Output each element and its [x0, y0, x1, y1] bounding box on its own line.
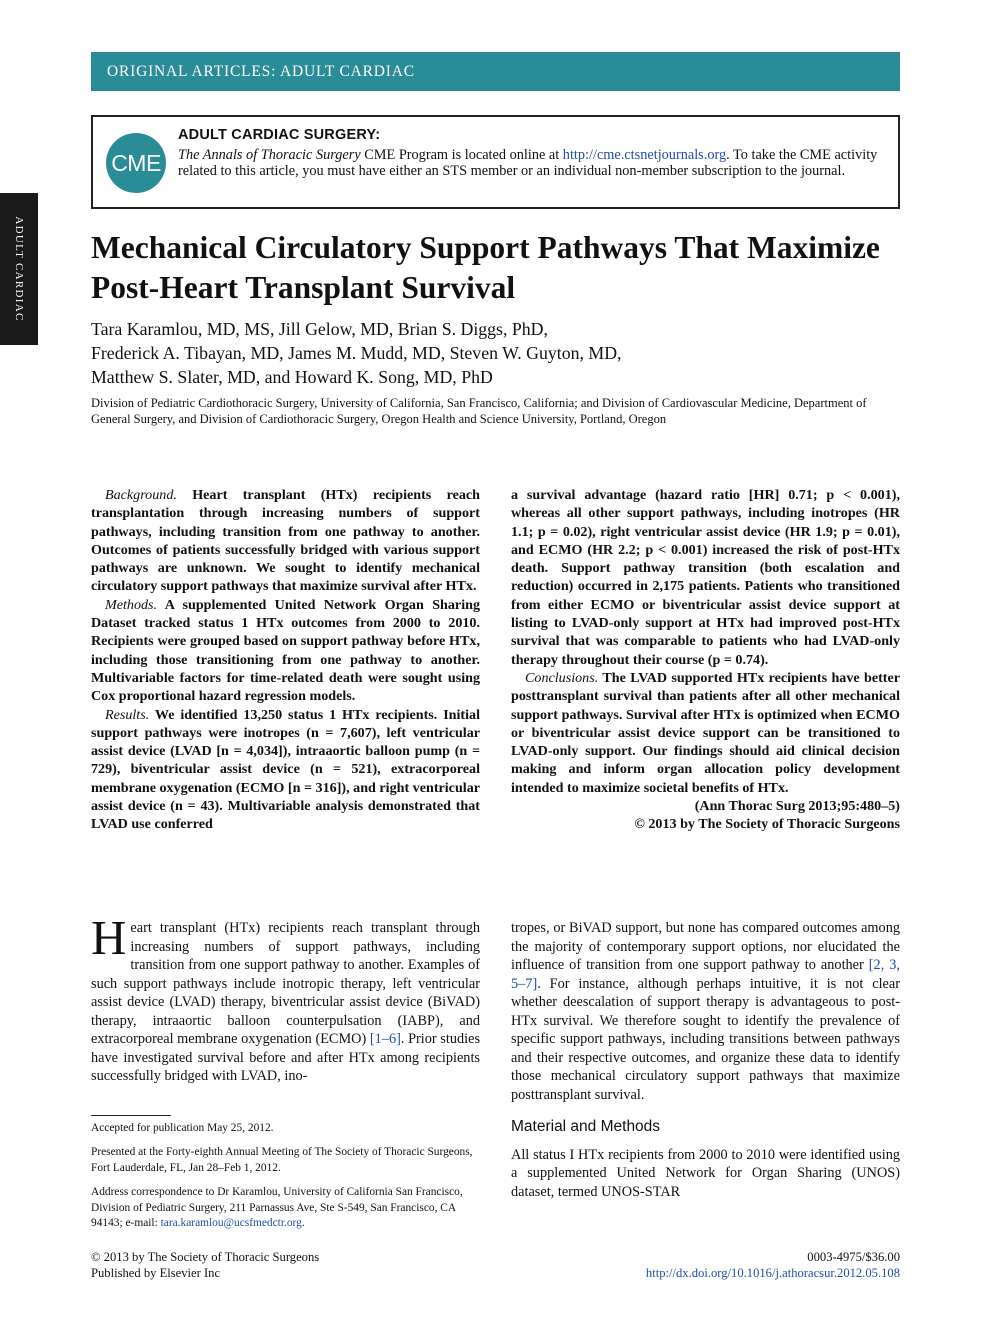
cme-link[interactable]: http://cme.ctsnetjournals.org — [562, 147, 727, 163]
cme-notice — [91, 115, 900, 209]
results-text: We identified 13,250 status 1 HTx recipients. Initial support pathways were inotropes (n = 7,607), left ventricular assist device (LVAD [n = 4,034]), intraaortic balloon pump (n = 729), biventricular assist device (n = 521), extracorporeal membrane oxygenation (ECMO [n = 316]), and right ventricular assist device (n = 43). Multivariable analysis demonstrated that LVAD use conferred — [91, 706, 480, 833]
intro-paragraph-cont — [511, 919, 900, 1104]
email-link[interactable]: tara.karamlou@ucsfmedctr.org — [160, 1217, 302, 1230]
footnote-accepted: Accepted for publication May 25, 2012. — [91, 1122, 274, 1134]
intro-cont-text-end: . For instance, although perhaps intuitive, it is not clear whether deescalation of support therapy is advantageous to post-HTx survival. We therefore sought to identify the prevalence of specific support pathways, including transitions between pathways and their respective outcomes, and organize these data to identify those mechanical circulatory support pathways that maximize posttransplant survival. — [511, 975, 900, 1103]
conclusions-label: Conclusions. — [525, 669, 599, 686]
cme-heading: ADULT CARDIAC SURGERY: — [178, 127, 381, 143]
footnote-address — [91, 1185, 480, 1231]
intro-text-end: . Prior studies have investigated survival before and after HTx among recipients successfully bridged with LVAD, ino- — [91, 1031, 481, 1084]
methods-text: A supplemented United Network Organ Sharing Dataset tracked status 1 HTx outcomes from 2000 to 2010. Recipients were grouped based on support pathway before HTx, including those transitioning from one pathway to another. Multivariable factors for time-related death were sought using Cox proportional hazard regression models. — [91, 596, 480, 705]
citation: (Ann Thorac Surg 2013;95:480–5) — [694, 798, 900, 815]
section-heading: Material and Methods — [511, 1118, 661, 1135]
footnotes — [91, 1121, 480, 1240]
abstract-methods — [91, 596, 480, 706]
intro-paragraph — [91, 910, 481, 1086]
drop-cap: H — [91, 910, 127, 965]
section-banner: ORIGINAL ARTICLES: ADULT CARDIAC — [91, 52, 900, 91]
footnote-rule — [91, 1115, 171, 1116]
cme-text-b: . To take the CME activity related to this article, you must have either an STS member or an individual non-member subscription to the journal. — [178, 147, 878, 179]
footer-copyright: © 2013 by The Society of Thoracic Surgeons — [91, 1250, 320, 1264]
article-title: Mechanical Circulatory Support Pathways That Maximize Post-Heart Transplant Survival — [91, 230, 880, 305]
background-label: Background. — [105, 487, 177, 503]
cme-text — [178, 148, 890, 180]
affiliations: Division of Pediatric Cardiothoracic Surgery, University of California, San Francisco, California; and Division of Cardiovascular Medicine, Department of General Surgery, and Division of Cardiothoracic Surgery, Oregon Health and Science University, Portland, Oregon — [91, 396, 867, 426]
abstract-right-column — [511, 486, 900, 834]
methods-paragraph: All status I HTx recipients from 2000 to 2010 were identified using a supplemented United Network for Organ Sharing (UNOS) dataset, termed UNOS-STAR — [511, 1146, 900, 1200]
author-list — [91, 317, 900, 389]
body-right-column — [511, 919, 900, 1201]
abstract-background — [91, 486, 480, 596]
conclusions-text: The LVAD supported HTx recipients have better posttransplant survival than patients after all other mechanical support pathways. Survival after HTx is optimized when ECMO or biventricular assist device support can be transitioned to LVAD-only support. Our findings should aid clinical decision making and inform organ allocation policy development intended to maximize societal benefits of HTx. — [511, 669, 900, 796]
journal-name: The Annals of Thoracic Surgery — [178, 147, 361, 163]
footer-price: 0003-4975/$36.00 — [807, 1250, 900, 1264]
side-tab — [0, 193, 38, 345]
footer-left — [91, 1250, 319, 1282]
abstract-copyright: © 2013 by The Society of Thoracic Surgeons — [634, 816, 900, 833]
footnote-presented: Presented at the Forty-eighth Annual Meeting of The Society of Thoracic Surgeons, Fort Lauderdale, FL, Jan 28–Feb 1, 2012. — [91, 1146, 473, 1174]
abstract-results — [91, 706, 480, 834]
background-text: Heart transplant (HTx) recipients reach transplantation through increasing numbers of support pathways, including transition from one pathway to another. Outcomes of patients successfully bridged with various support pathways are unknown. We sought to identify mechanical circulatory support pathways that maximize survival after HTx. — [91, 487, 480, 595]
methods-label: Methods. — [105, 596, 158, 613]
doi-link[interactable]: http://dx.doi.org/10.1016/j.athoracsur.2012.05.108 — [645, 1265, 900, 1280]
footer-publisher: Published by Elsevier Inc — [91, 1265, 221, 1280]
address-end: . — [301, 1217, 305, 1230]
results-label: Results. — [105, 706, 150, 723]
abstract-results-cont: a survival advantage (hazard ratio [HR] 0.71; p < 0.001), whereas all other support pathways, including inotropes (HR 1.1; p = 0.02), right ventricular assist device (HR 1.9; p = 0.01), and ECMO (HR 2.2; p < 0.001) increased the risk of post-HTx death. Support pathway transition (both escalation and reduction) occurred in 2,175 patients. Patients who transitioned from either ECMO or biventricular assist device support at listing to LVAD-only support at HTx had improved post-HTx survival that was comparable to patients who had LVAD-only therapy throughout their course (p = 0.74). — [511, 487, 900, 668]
cme-logo: CME — [106, 133, 166, 193]
author-line: Frederick A. Tibayan, MD, James M. Mudd, MD, Steven W. Guyton, MD, — [91, 343, 622, 363]
author-line: Tara Karamlou, MD, MS, Jill Gelow, MD, Brian S. Diggs, PhD, — [91, 319, 548, 339]
intro-cont-text: tropes, or BiVAD support, but none has compared outcomes among the majority of contemporary support options, nor elucidated the influence of transition from one support pathway to another — [511, 920, 900, 973]
side-tab-label: ADULT CARDIAC — [13, 216, 25, 322]
intro-text: eart transplant (HTx) recipients reach transplant through increasing numbers of support pathways, including transition from one support pathway to another. Examples of such support pathways include inotropic therapy, left ventricular assist device (LVAD) therapy, biventricular assist device (BiVAD) therapy, intraaortic balloon counterpulsation (IABP), and extracorporeal membrane oxygenation (ECMO) — [91, 920, 480, 1047]
abstract-left-column — [91, 486, 480, 834]
body-left-column — [91, 910, 481, 1086]
reference-link[interactable]: [2, 3, 5–7] — [511, 957, 900, 992]
reference-link[interactable]: [1–6] — [369, 1031, 401, 1047]
cme-text-a: CME Program is located online at — [360, 147, 563, 163]
abstract-conclusions — [511, 669, 900, 797]
footer-right — [646, 1250, 900, 1282]
address-text: Address correspondence to Dr Karamlou, University of California San Francisco, Division of Pediatric Surgery, 211 Parnassus Ave, Ste S-549, San Francisco, CA 94143; e-mail: — [91, 1186, 463, 1230]
author-line: Matthew S. Slater, MD, and Howard K. Song, MD, PhD — [91, 367, 493, 387]
